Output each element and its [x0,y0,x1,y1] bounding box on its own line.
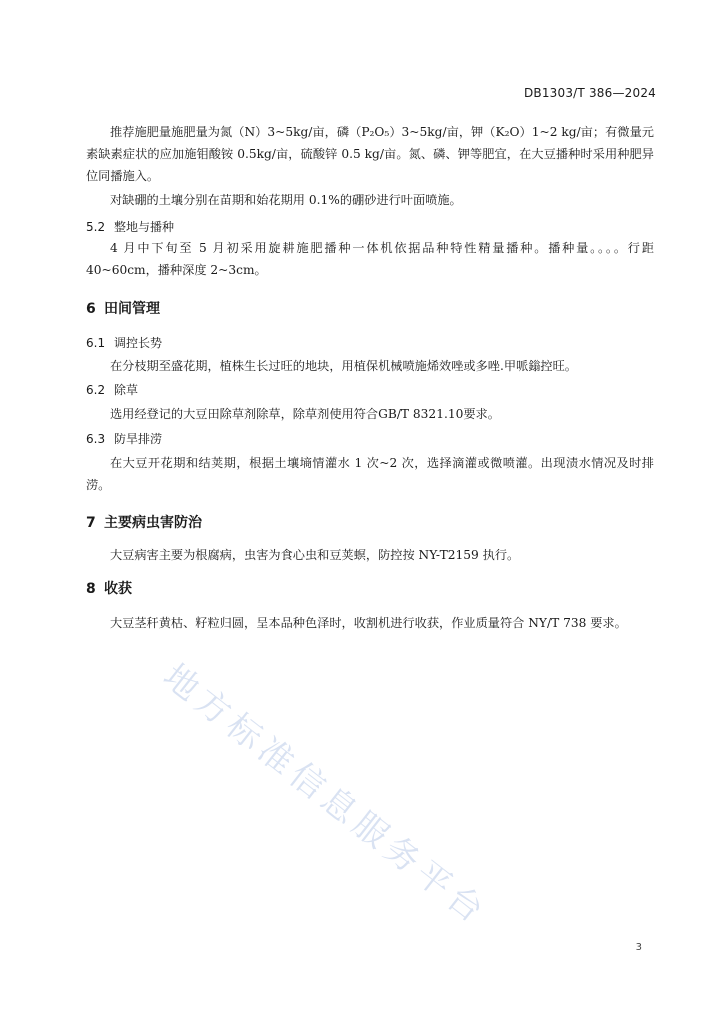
section-5-2-body: 4 月中下旬至 5 月初采用旋耕施肥播种一体机依据品种特性精量播种。播种量。。。。行距 40~60cm，播种深度 2~3cm。 [86,241,654,277]
section-number: 5.2 [86,220,106,234]
section-title: 除草 [114,383,139,397]
section-8-body: 大豆茎秆黄枯、籽粒归圆，呈本品种色泽时，收割机进行收获，作业质量符合 NY/T 738 要求。 [110,616,627,630]
section-title: 防旱排涝 [114,432,163,446]
section-number: 7 [86,515,96,531]
page-number: 3 [635,942,642,953]
section-7-body: 大豆病害主要为根腐病，虫害为食心虫和豆荚螟，防控按 NY-T2159 执行。 [110,548,520,562]
section-number: 6 [86,301,96,317]
section-title: 整地与播种 [114,220,175,234]
fertilizer-paragraph: 推荐施肥量施肥量为氮（N）3~5kg/亩，磷（P₂O₅）3~5kg/亩，钾（K₂O）1~2 kg/亩；有微量元素缺素症状的应加施钼酸铵 0.5kg/亩，硫酸锌 0.5 kg/亩。氮、磷、钾等肥宜，在大豆播种时采用种肥异位同播施入。 [86,125,654,183]
section-5-2-heading [86,218,174,235]
section-title: 调控长势 [114,336,163,350]
section-6-1-heading [86,334,162,351]
section-8-heading [86,578,132,598]
section-7-heading [86,512,202,532]
section-title: 收获 [104,581,132,597]
section-number: 6.3 [86,432,106,446]
section-6-3-heading [86,430,162,447]
section-6-2-heading [86,381,138,398]
document-code: DB1303/T 386—2024 [523,86,656,100]
section-title: 主要病虫害防治 [104,515,202,531]
section-6-heading [86,298,160,318]
section-6-3-body: 在大豆开花期和结荚期，根据土壤墒情灌水 1 次~2 次，选择滴灌或微喷灌。出现渍水情况及时排涝。 [86,456,654,492]
section-number: 8 [86,581,96,597]
section-6-1-body: 在分枝期至盛花期，植株生长过旺的地块，用植保机械喷施烯效唑或多唑.甲哌鎓控旺。 [110,359,577,373]
boron-paragraph: 对缺硼的土壤分别在苗期和始花期用 0.1%的硼砂进行叶面喷施。 [110,193,462,207]
section-number: 6.2 [86,383,106,397]
section-title: 田间管理 [104,301,160,317]
watermark: 地方标准信息服务平台 [155,656,496,935]
section-6-2-body: 选用经登记的大豆田除草剂除草，除草剂使用符合GB/T 8321.10要求。 [110,407,500,421]
section-number: 6.1 [86,336,106,350]
